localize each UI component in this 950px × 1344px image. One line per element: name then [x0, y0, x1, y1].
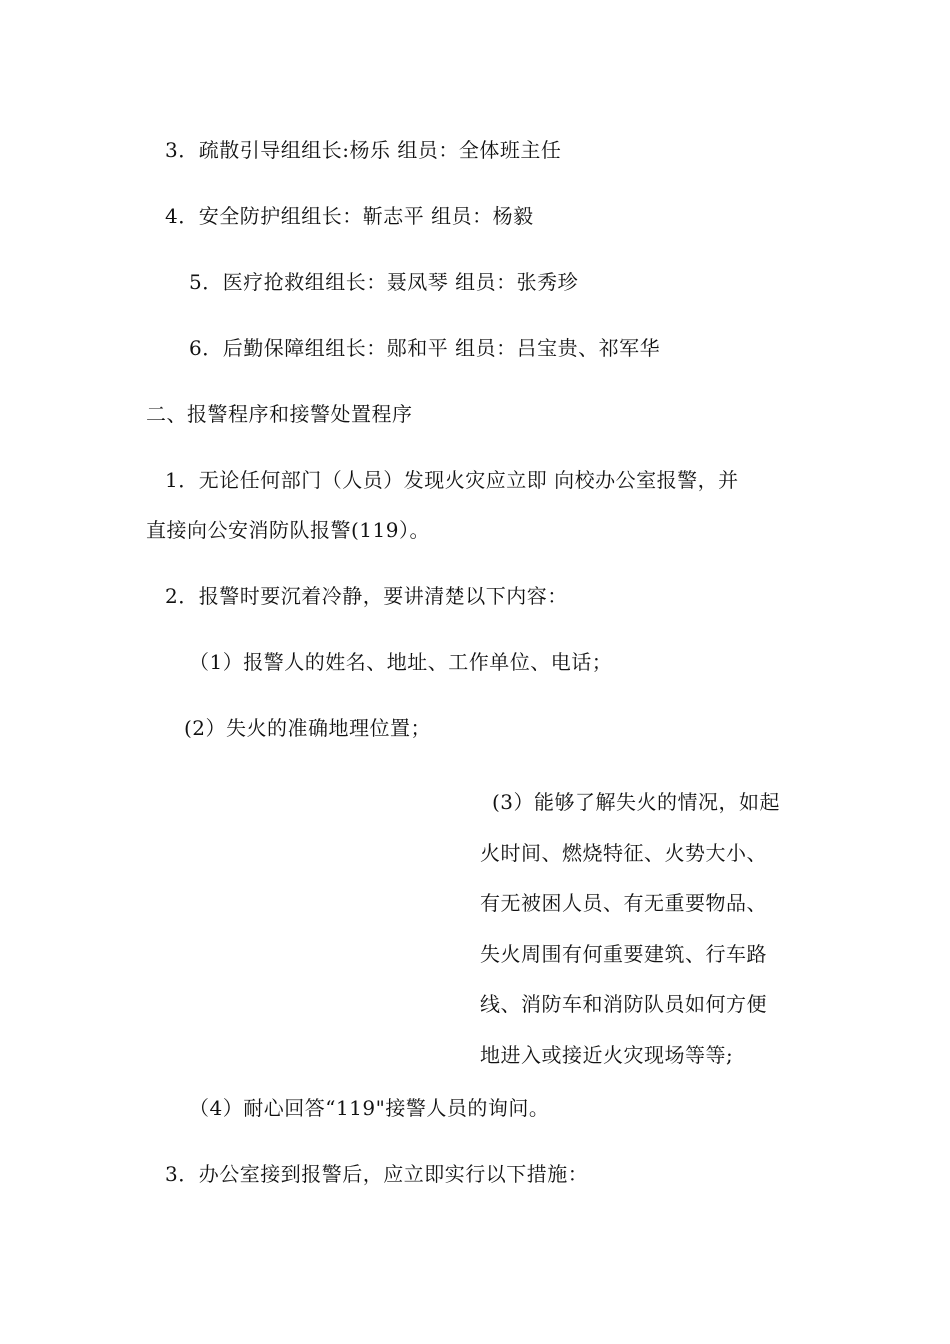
sub-item4: （4）耐心回答“119"接警人员的询问。 — [189, 1096, 550, 1120]
team-evacuation-line: 3．疏散引导组组长:杨乐 组员：全体班主任 — [165, 138, 562, 162]
sub-item3-line: 地进入或接近火灾现场等等; — [480, 1042, 734, 1067]
sub-item3-line: (3）能够了解失火的情况，如起 — [492, 790, 781, 814]
team-safety-line: 4．安全防护组组长：靳志平 组员：杨毅 — [165, 204, 534, 228]
sub-item2: (2）失火的准确地理位置； — [184, 716, 432, 740]
item2-line: 2．报警时要沉着冷静，要讲清楚以下内容： — [165, 584, 568, 608]
sub-item3-block — [480, 777, 812, 1081]
sub-item3-line: 火时间、燃烧特征、火势大小、 — [480, 840, 767, 865]
sub-item3-line: 线、消防车和消防队员如何方便 — [480, 992, 767, 1017]
sub-item3-line: 有无被困人员、有无重要物品、 — [480, 891, 767, 916]
team-medical-line: 5．医疗抢救组组长：聂凤琴 组员：张秀珍 — [189, 270, 579, 294]
team-logistics-line: 6．后勤保障组组长：郧和平 组员：吕宝贵、祁军华 — [189, 336, 661, 360]
item3-line: 3．办公室接到报警后，应立即实行以下措施： — [165, 1162, 589, 1186]
item1-line2: 直接向公安消防队报警(119）。 — [146, 518, 430, 542]
section-heading: 二、报警程序和接警处置程序 — [146, 402, 413, 426]
item1-line1: 1．无论任何部门（人员）发现火灾应立即 向校办公室报警，并 — [165, 468, 739, 492]
sub-item1: （1）报警人的姓名、地址、工作单位、电话； — [189, 650, 613, 674]
sub-item3-line: 失火周围有何重要建筑、行车路 — [480, 941, 767, 966]
